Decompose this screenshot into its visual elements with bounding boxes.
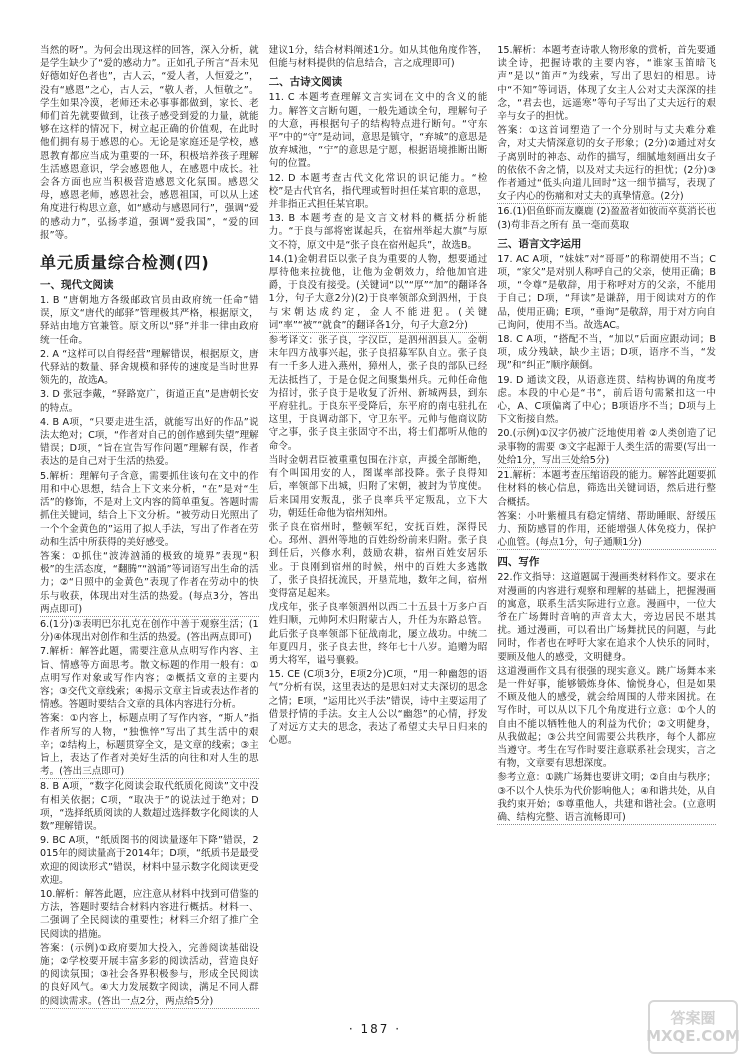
answer-item: 答案：(示例)①政府要加大投入，完善阅读基础设施；②学校要开展丰富多彩的阅读活动，营造良好的阅读氛围；③社会各界积极参与，形成全民阅读的良好风气。④大力发展数字阅读，满足不同人群的阅读需求。(答出一点2分，两点给5分) xyxy=(40,942,259,1009)
answer-item: 4. B A项，“只要走进生活，就能写出好的作品”说法太绝对；C项，“作者对自己的创作感到失望”理解错误；D项，“旨在宣告写作问题”理解有误，作者表达的是自己对于生活的热爱。 xyxy=(40,416,259,468)
answer-item: 11. C 本题考查理解文言实词在文中的含义的能力。解答文言断句题，一般先通读全句，理解句子的大意，再根据句子的结构特点进行断句。“守东平”中的“守”是动词，意思是镇守，“弃城”的意思是放弃城池，“宁”的意思是宁愿，根据语境推断出断句的位置。 xyxy=(268,92,488,170)
translation-paragraph: 参考译文：张子良，字汉臣，是泗州泗县人。金朝末年四方战事兴起，张子良招募军队自立。张子良有一千多人进入燕州，獐州人，张子良的部队已经无法抵挡了，于是仓促之间聚集州兵。元帅任命他为招讨，张子良于是收复了沂州、新城两县，到东平府驻扎。于良东平受降后，东平府的南屯驻扎在这里，于良调动部下，守卫东平。元帅与他商议防守之事，张子良主张固守不出，将士们都听从他的命令。 xyxy=(268,335,488,452)
answer-item: 15. CE (C项3分，E项2分)C项，“用一种幽怨的语气”分析有误，这里表达的是思妇对丈夫深切的思念之情；E项，“运用比兴手法”错误，诗中主要运用了借景抒情的手法。女主人公以“幽怨”的心情，抒发了对远方丈夫的思念，表达了希望丈夫早日归来的心愿。 xyxy=(268,669,488,747)
answer-item: 3. D 张冠李戴，“驿路宽广，街道正直”是唐朝长安的特点。 xyxy=(40,389,259,414)
watermark-logo xyxy=(648,1000,738,1054)
answer-item: 答案：①抓住“波涛汹涌的极致的境界”表现“积极”的生活态度，“翻腾”“汹涌”等词语写出生命的活力；②“日照中的金黄色”表现了作者在劳动中的快乐与收获，体现出对生活的热爱。(每点3分，答出两点即可) xyxy=(40,550,259,617)
answer-item: 15.解析：本题考查诗歌人物形象的赏析，首先要通读全诗，把握诗歌的主要内容，“谁家玉笛暗飞声”是以“笛声”为线索，写出了思妇的相思。诗中“不知”等词语，体现了女主人公对丈夫深深的挂念，“君去也，远遥寒”等句子写出了丈夫远行的艰辛与女子的担忧。 xyxy=(497,45,716,123)
answer-item: 12. D 本题考查古代文化常识的识记能力。“检校”是古代官名，指代理或暂时担任某官职的意思，并非指正式担任某官职。 xyxy=(268,172,488,211)
intro-paragraph: 建议1分，结合材料阐述1分。如从其他角度作答，但能与材料提供的信息结合，言之成理即可) xyxy=(268,45,488,70)
answer-item: 2. A “这样可以自得经营”理解错误，根据原文，唐代驿站的数量、驿舍规模和驿传的速度是当时世界领先的，故选A。 xyxy=(40,348,259,387)
section-heading-classical: 二、古诗文阅读 xyxy=(268,76,343,89)
column-right xyxy=(497,44,716,1009)
unit-title: 单元质量综合检测(四) xyxy=(40,253,210,273)
answer-item: 14.(1)金朝君臣以张子良为重要的人物，想要通过厚待他来拉拢他，让他为金朝效力，给他加官进爵，于良没有接受。(关键词“以”“厚”“加”的翻译各1分，句子大意2分)(2)于良率领部众到泗州，于良与宋朝达成约定，金人不能进犯。(关键词“率”“被”“就食”的翻译各1分，句子大意2分) xyxy=(269,253,488,333)
column-middle xyxy=(269,44,488,1009)
answer-item: 6.(1分)③表明巴尔扎克在创作中善于观察生活；(1分)④体现出对创作和生活的热爱。(答出两点即可) xyxy=(40,618,259,644)
translation-paragraph: 戊戌年，张子良率领泗州以西二十五县十万多户百姓归顺，元帅阿术归附蒙古人，升任为东路总管。此后张子良率领部下征战南北，屡立战功。中统二年夏四月，张子良去世，终年七十八岁。追赠为昭勇大将军，谥号襄毅。 xyxy=(268,602,488,666)
section-heading-writing: 四、写作 xyxy=(497,556,540,569)
answer-item: 20.(示例)①汉字仍被广泛地使用着 ②人类创造了记录事物的需要 ③文字起源于人类生活的需要(写出一处给1分，写出三处给5分) xyxy=(497,427,716,468)
answer-item: 21.解析：本题考查压缩语段的能力。解答此题要抓住材料的核心信息，筛选出关键词语，然后进行整合概括。 xyxy=(497,470,716,508)
answer-item: 参考立意：①跳广场舞也要讲文明；②自由与秩序；③不以个人快乐为代价影响他人；④和谐共处，从自我约束开始；⑤尊重他人，共建和谐社会。(立意明确、结构完整、语言流畅即可) xyxy=(497,771,716,825)
three-column-layout xyxy=(40,44,716,1009)
answer-item: 答案：①内容上，标题点明了写作内容，“斯人”指作者所写的人物，“独憔悴”写出了其生活中的艰辛；②结构上，标题贯穿全文，是文章的线索；③主旨上，表达了作者对美好生活的向往和对人生的思考。(答出三点即可) xyxy=(40,712,259,779)
answer-item: 5.解析：理解句子含意，需要抓住该句在文中的作用和中心思想，结合上下文来分析，“在”是对“生活”的修饰，不是对上文内容的简单重复。答题时需抓住关键词，结合上下文分析。“被劳动日光照出了一个个金黄色的”运用了拟人手法，写出了作者在劳动和生活中所获得的美好感受。 xyxy=(40,470,259,548)
watermark-text: 答案圈 xyxy=(670,1009,716,1027)
answer-item: 答案：小叶紫檀具有稳定情绪、帮助睡眠、舒缓压力、预防感冒的作用，还能增强人体免疫力，保护心血管。(每点1分，句子通顺1分) xyxy=(497,510,716,551)
section-heading-language: 三、语言文字运用 xyxy=(497,237,582,250)
translation-paragraph: 当时金朝君臣被重重包围在汴京，声援全部断绝，有个叫国用安的人，图谋率部投降。张子良得知后，率领部下出城，归附了宋朝，被封为节度使。后来国用安叛乱，张子良率兵平定叛乱，立下大功，朝廷任命他为宿州知州。 xyxy=(268,454,488,519)
intro-paragraph: 当然的呀”。为何会出现这样的回答，深入分析，就是学生缺少了“爱的感动力”。正如孔子所言“吾未见好德如好色者也”，古人云，“爱人者，人恒爱之”，没有“感恩”之心，古人云，“敬人者，人恒敬之”。学生如果冷漠，老师还未必事事都做到，家长、老师们首先就要做到，让孩子感受到爱的力量，就能够在这样的情况下，树立起正确的价值观，在此时他们拥有易于感恩的心。无论是家庭还是学校，感恩教育都应当成为重要的一环，积极培养孩子理解生活感恩意识，学会感恩他人，在感恩中成长。社会各方面也应当积极营造感恩文化氛围。感恩父母，感恩老师，感恩社会，感恩祖国，可以从上述角度进行构思立意，如“感动与感恩同行”，强调“爱的感动力”，弘扬孝道，强调“爱我国”，“爱的回报”等。 xyxy=(40,45,259,241)
column-left xyxy=(40,44,259,1009)
answer-item: 10.解析：解答此题，应注意从材料中找到可借鉴的方法，答题时要结合材料内容进行概括。材料一、二强调了全民阅读的重要性；材料三介绍了推广全民阅读的措施。 xyxy=(40,888,259,940)
answer-item: 13. B 本题考查的是文言文材料的概括分析能力。“于良与部将密谋起兵，在宿州举起大旗”与原文不符，原文中是“张子良在宿州起兵”，故选B。 xyxy=(268,213,488,251)
watermark-url: MXQE.COM xyxy=(646,1027,740,1045)
answer-item: 1. B “唐朝地方各级邮政官员由政府统一任命”错误，原文“唐代的邮驿”管理极其严格，根据原文，驿站由地方官兼管。原文所以“驿”并非一律由政府统一任命。 xyxy=(40,295,259,346)
section-heading-reading: 一、现代文阅读 xyxy=(40,279,114,292)
answer-item: 22.作文指导：这道题属于漫画类材料作文。要求在对漫画的内容进行观察和理解的基础上，把握漫画的寓意，联系生活实际进行立意。漫画中，一位大爷在广场舞时音响的声音太大，旁边居民不堪其扰。通过漫画，可以看出广场舞扰民的问题，与此同时，作者也在呼吁大家在追求个人快乐的同时，要顾及他人的感受，文明健身。 xyxy=(497,572,716,663)
answer-item: 答案：①这首词塑造了一个分别时与丈夫难分难舍，对丈夫情深意切的女子形象；(2分)②通过对女子离别时的神态、动作的描写，细腻地刻画出女子的依依不舍之情，以及对丈夫远行的担忧；(2分)③作者通过“低头向道儿回时”这一细节描写，表现了女子内心的伤痛和对丈夫的真挚情意。(2分) xyxy=(497,124,716,204)
answer-item: 18. C A项，“搭配不当，“加以”后面应跟动词；B项，成分残缺，缺少主语；D项，语序不当，“发现”和“纠正”顺序颠倒。 xyxy=(497,334,716,372)
answer-item: 7.解析：解答此题，需要注意从点明写作内容、主旨、情感等方面思考。散文标题的作用一般有：①点明写作对象或写作内容；②概括文章的主要内容；③交代文章线索；④揭示文章主旨或表达作者的情感。答题时要结合文章的具体内容进行分析。 xyxy=(40,646,259,711)
translation-paragraph: 张子良在宿州时，整顿军纪，安抚百姓，深得民心。邳州、泗州等地的百姓纷纷前来归附。张子良到任后，兴修水利，鼓励农耕，宿州百姓安居乐业。于良刚到宿州的时候，州中的百姓大多逃散了，张子良招抚流民，开垦荒地，数年之间，宿州变得富足起来。 xyxy=(268,521,488,599)
answer-item: 8. B A项，“数字化阅读会取代纸质化阅读”文中没有相关依据；C项，“取决于”的说法过于绝对；D项，“选择纸质阅读的人数超过选择数字化阅读的人数”理解错误。 xyxy=(40,781,259,832)
answer-item: 16.(1)侣鱼虾而友麋鹿 (2)盈盈者如彼而卒莫消长也 (3)苟非吾之所有 虽一毫而莫取 xyxy=(497,206,716,231)
answer-item: 这道漫画作文具有很强的现实意义。跳广场舞本来是一件好事，能够锻炼身体、愉悦身心，但是如果不顾及他人的感受，就会给周围的人带来困扰。在写作时，可以从以下几个角度进行立意：①个人的自由不能以牺牲他人的利益为代价；②文明健身，从我做起；③公共空间需要公共秩序，每个人都应当遵守。考生在写作时要注意联系社会现实，言之有物，文章要有思想深度。 xyxy=(497,665,716,770)
answer-item: 19. D 通读文段，从语意连贯、结构协调的角度考虑。本段的中心是“书”，前后语句需紧扣这一中心，A、C项偏离了中心；B项语序不当；D项与上下文衔接自然。 xyxy=(497,374,716,426)
answer-item: 9. BC A项，“纸质图书的阅读量逐年下降”错误，2015年的阅读量高于2014年；D项，“纸质书是最受欢迎的阅读形式”错误，材料中显示数字化阅读更受欢迎。 xyxy=(40,835,259,886)
page-number: · 187 · xyxy=(348,1022,402,1036)
answer-item: 17. AC A项，“妹妹”对“哥哥”的称谓使用不当；C项，“家父”是对别人称呼自己的父亲，使用正确；B项，“令尊”是敬辞，用于称呼对方的父亲，不能用于自己；D项，“拜读”是谦辞，用于阅读对方的作品，使用正确；E项，“垂询”是敬辞，用于对方向自己询问，使用不当。故选AC。 xyxy=(497,253,716,331)
